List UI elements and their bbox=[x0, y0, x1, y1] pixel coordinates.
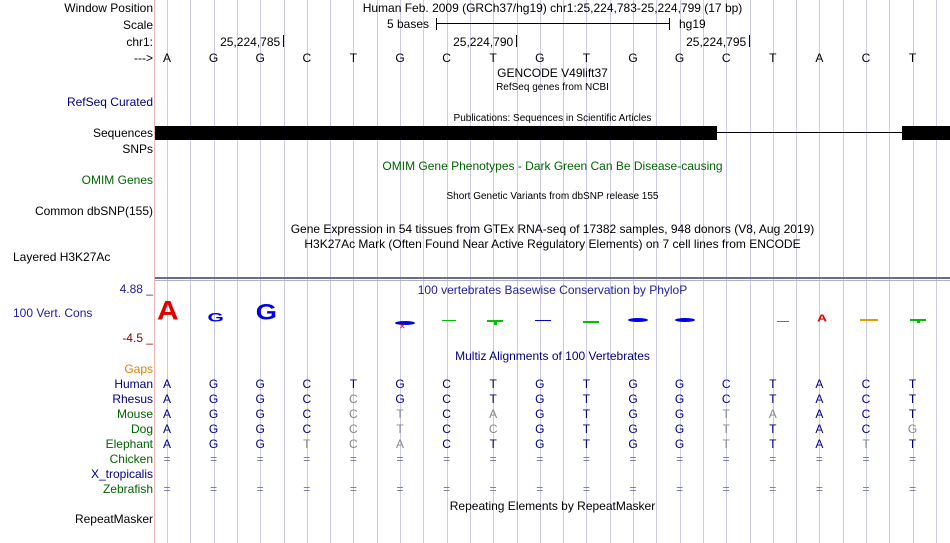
aligned-base: G bbox=[208, 392, 219, 406]
refseq-title[interactable]: RefSeq genes from NCBI bbox=[496, 82, 609, 93]
aligned-base: A bbox=[162, 437, 171, 451]
base-3: G bbox=[255, 51, 265, 65]
coordinate-tick bbox=[749, 35, 750, 47]
aligned-base: = bbox=[582, 452, 590, 466]
aligned-base: C bbox=[861, 377, 871, 391]
gtex-title[interactable]: Gene Expression in 54 tissues from GTEx RNA-seq of 17382 samples, 948 donors (V8, Aug 2019) bbox=[290, 222, 815, 236]
cons-scale-min: -4.5 _ bbox=[122, 331, 153, 345]
base-14: T bbox=[769, 51, 777, 65]
aligned-base: = bbox=[769, 482, 777, 496]
aligned-base: = bbox=[862, 452, 870, 466]
aligned-base: T bbox=[769, 392, 777, 406]
logo-G-2: G bbox=[207, 310, 224, 325]
aligned-base: A bbox=[815, 377, 824, 391]
base-16: C bbox=[861, 51, 871, 65]
aligned-base: G bbox=[395, 392, 405, 406]
track-group-divider-shadow bbox=[155, 280, 950, 281]
h3k27ac-title[interactable]: H3K27Ac Mark (Often Found Near Active Regulatory Elements) on 7 cell lines from ENCODE bbox=[304, 237, 801, 251]
tracks-area[interactable] bbox=[155, 0, 950, 543]
aligned-base: T bbox=[489, 392, 497, 406]
base-1: A bbox=[162, 51, 171, 65]
logo-T-6: ✕ bbox=[399, 322, 406, 331]
aligned-base: = bbox=[210, 482, 218, 496]
aligned-base: = bbox=[676, 452, 684, 466]
aligned-base: G bbox=[208, 437, 219, 451]
aligned-base: G bbox=[674, 422, 685, 436]
logo-bar-7 bbox=[442, 320, 456, 321]
aligned-base: G bbox=[535, 437, 545, 451]
aligned-base: T bbox=[862, 437, 870, 451]
aligned-base: = bbox=[582, 482, 590, 496]
aligned-base: G bbox=[535, 377, 545, 391]
publications-block-left[interactable] bbox=[155, 126, 717, 140]
aligned-base: T bbox=[489, 437, 497, 451]
aligned-base: T bbox=[396, 407, 404, 421]
aligned-base: T bbox=[303, 437, 311, 451]
scale-right-tick bbox=[669, 18, 670, 30]
aligned-base: C bbox=[442, 407, 451, 421]
track-label-cons[interactable]: 100 Vert. Cons bbox=[13, 306, 93, 320]
aligned-base: = bbox=[676, 482, 684, 496]
scale-left-tick bbox=[436, 18, 437, 30]
aligned-base: = bbox=[769, 452, 777, 466]
scale-label: Scale bbox=[122, 18, 153, 32]
aligned-base: C bbox=[349, 422, 358, 436]
logo-G-16 bbox=[860, 319, 878, 321]
aligned-base: C bbox=[349, 437, 358, 451]
logo-T-14 bbox=[777, 321, 789, 322]
publications-intron-line bbox=[717, 132, 902, 133]
aligned-base: T bbox=[908, 407, 917, 421]
logo-T-17-stem bbox=[917, 320, 920, 323]
aligned-base: G bbox=[674, 377, 685, 391]
aligned-base: G bbox=[674, 392, 685, 406]
window-position-value: Human Feb. 2009 (GRCh37/hg19) chr1:25,224,783-25,224,799 (17 bp) bbox=[362, 1, 743, 15]
species-label-x_tropicalis[interactable]: X_tropicalis bbox=[90, 467, 153, 481]
species-label-elephant[interactable]: Elephant bbox=[105, 437, 153, 451]
aligned-base: T bbox=[769, 437, 777, 451]
aligned-base: G bbox=[395, 377, 405, 391]
aligned-base: G bbox=[208, 407, 219, 421]
track-group-divider bbox=[155, 277, 950, 279]
aligned-base: = bbox=[396, 482, 404, 496]
gencode-title[interactable]: GENCODE V49lift37 bbox=[497, 66, 608, 80]
coordinate-label: 25,224,785 bbox=[220, 35, 281, 49]
phylop-title[interactable]: 100 vertebrates Basewise Conservation by PhyloP bbox=[417, 283, 688, 297]
aligned-base: G bbox=[628, 392, 638, 406]
aligned-base: G bbox=[907, 422, 918, 436]
species-label-zebrafish[interactable]: Zebrafish bbox=[102, 482, 153, 496]
coordinate-label: 25,224,795 bbox=[686, 35, 747, 49]
aligned-base: A bbox=[162, 392, 171, 406]
aligned-base: G bbox=[255, 422, 265, 436]
base-17: T bbox=[908, 51, 917, 65]
track-label-dbsnp[interactable]: Common dbSNP(155) bbox=[34, 204, 153, 218]
logo-G-12 bbox=[675, 318, 695, 322]
aligned-base: G bbox=[628, 437, 638, 451]
aligned-base: = bbox=[489, 482, 497, 496]
aligned-base: = bbox=[303, 452, 311, 466]
aligned-base: = bbox=[909, 452, 917, 466]
aligned-base: = bbox=[163, 482, 171, 496]
aligned-base: = bbox=[256, 482, 264, 496]
species-label-dog[interactable]: Dog bbox=[130, 422, 153, 436]
aligned-base: T bbox=[396, 422, 404, 436]
aligned-base: C bbox=[442, 377, 451, 391]
aligned-base: C bbox=[349, 392, 358, 406]
aligned-base: T bbox=[349, 377, 358, 391]
aligned-base: = bbox=[489, 452, 497, 466]
aligned-base: = bbox=[536, 452, 544, 466]
aligned-base: G bbox=[628, 407, 638, 421]
aligned-base: G bbox=[255, 377, 265, 391]
publications-title[interactable]: Publications: Sequences in Scientific Articles bbox=[453, 113, 652, 124]
publications-block-right[interactable] bbox=[902, 126, 950, 140]
track-label-h3k27ac[interactable]: Layered H3K27Ac bbox=[13, 250, 111, 264]
aligned-base: = bbox=[163, 452, 171, 466]
aligned-base: T bbox=[908, 392, 917, 406]
aligned-base: A bbox=[395, 437, 404, 451]
aligned-base: C bbox=[442, 392, 451, 406]
base-7: C bbox=[442, 51, 451, 65]
aligned-base: C bbox=[488, 422, 498, 436]
logo-A-15: A bbox=[817, 312, 828, 325]
aligned-base: = bbox=[443, 452, 451, 466]
snp-title[interactable]: Short Genetic Variants from dbSNP release 155 bbox=[446, 191, 659, 202]
aligned-base: T bbox=[582, 392, 591, 406]
track-label-repeatmasker[interactable]: RepeatMasker bbox=[74, 512, 153, 526]
base-12: G bbox=[674, 51, 685, 65]
aligned-base: G bbox=[674, 437, 685, 451]
aligned-base: A bbox=[162, 422, 171, 436]
aligned-base: A bbox=[815, 407, 824, 421]
logo-bar-9 bbox=[535, 320, 551, 321]
aligned-base: = bbox=[349, 452, 357, 466]
aligned-base: T bbox=[582, 377, 591, 391]
aligned-base: T bbox=[582, 437, 591, 451]
aligned-base: T bbox=[582, 407, 591, 421]
aligned-base: C bbox=[302, 392, 312, 406]
aligned-base: C bbox=[721, 392, 731, 406]
species-label-rhesus[interactable]: Rhesus bbox=[112, 392, 153, 406]
logo-A-1: A bbox=[157, 295, 179, 326]
aligned-base: = bbox=[536, 482, 544, 496]
track-label-snps[interactable]: SNPs bbox=[122, 142, 153, 156]
aligned-base: G bbox=[535, 392, 545, 406]
aligned-base: C bbox=[721, 377, 731, 391]
aligned-base: T bbox=[908, 437, 917, 451]
chrom-label: chr1: bbox=[126, 35, 153, 49]
aligned-base: T bbox=[582, 422, 591, 436]
conservation-logo bbox=[155, 295, 950, 335]
repeatmasker-title[interactable]: Repeating Elements by RepeatMasker bbox=[449, 499, 656, 513]
aligned-base: = bbox=[815, 482, 823, 496]
coordinate-tick bbox=[516, 35, 517, 47]
base-15: A bbox=[815, 51, 824, 65]
aligned-base: C bbox=[861, 422, 871, 436]
cons-scale-max: 4.88 _ bbox=[119, 282, 153, 296]
window-position-label: Window Position bbox=[64, 1, 153, 15]
coordinate-tick bbox=[283, 35, 284, 47]
logo-T-8-stem bbox=[494, 321, 497, 325]
aligned-base: C bbox=[302, 377, 312, 391]
aligned-base: = bbox=[256, 452, 264, 466]
aligned-base: A bbox=[815, 422, 824, 436]
aligned-base: = bbox=[862, 482, 870, 496]
aligned-base: = bbox=[303, 482, 311, 496]
aligned-base: G bbox=[535, 407, 545, 421]
aligned-base: G bbox=[674, 407, 685, 421]
aligned-base: G bbox=[208, 377, 219, 391]
aligned-base: A bbox=[162, 407, 171, 421]
logo-T-10 bbox=[583, 321, 599, 323]
aligned-base: = bbox=[815, 452, 823, 466]
aligned-base: C bbox=[442, 437, 451, 451]
aligned-base: C bbox=[349, 407, 358, 421]
aligned-base: G bbox=[535, 422, 545, 436]
scale-line bbox=[436, 23, 669, 24]
aligned-base: C bbox=[861, 392, 871, 406]
aligned-base: G bbox=[208, 422, 219, 436]
aligned-base: A bbox=[815, 392, 824, 406]
aligned-base: T bbox=[769, 422, 777, 436]
species-label-mouse[interactable]: Mouse bbox=[116, 407, 153, 421]
aligned-base: G bbox=[255, 392, 265, 406]
base-2: G bbox=[208, 51, 219, 65]
base-10: T bbox=[582, 51, 591, 65]
scale-bar bbox=[387, 17, 706, 31]
aligned-base: A bbox=[815, 437, 824, 451]
aligned-base: T bbox=[769, 377, 777, 391]
base-11: G bbox=[628, 51, 638, 65]
aligned-base: T bbox=[722, 407, 730, 421]
scale-text: 5 bases bbox=[387, 17, 430, 31]
aligned-base: G bbox=[628, 422, 638, 436]
base-8: T bbox=[489, 51, 497, 65]
aligned-base: G bbox=[628, 377, 638, 391]
base-6: G bbox=[395, 51, 405, 65]
base-13: C bbox=[721, 51, 731, 65]
aligned-base: A bbox=[768, 407, 777, 421]
gaps-label: Gaps bbox=[124, 362, 153, 376]
track-label-sequences[interactable]: Sequences bbox=[92, 126, 153, 140]
aligned-base: = bbox=[210, 452, 218, 466]
aligned-base: = bbox=[722, 452, 730, 466]
aligned-base: = bbox=[629, 482, 637, 496]
logo-G-11 bbox=[628, 318, 648, 322]
base-4: C bbox=[302, 51, 312, 65]
aligned-base: = bbox=[909, 482, 917, 496]
aligned-base: C bbox=[861, 407, 871, 421]
aligned-base: C bbox=[302, 422, 312, 436]
aligned-base: C bbox=[302, 407, 312, 421]
track-label-omim[interactable]: OMIM Genes bbox=[81, 173, 153, 187]
aligned-base: = bbox=[396, 452, 404, 466]
aligned-base: G bbox=[255, 407, 265, 421]
coordinate-label: 25,224,790 bbox=[453, 35, 514, 49]
aligned-base: = bbox=[443, 482, 451, 496]
aligned-base: G bbox=[255, 437, 265, 451]
strand-label: ---> bbox=[134, 51, 153, 65]
species-label-human[interactable]: Human bbox=[114, 377, 153, 391]
track-label-column bbox=[0, 0, 155, 543]
species-label-chicken[interactable]: Chicken bbox=[109, 452, 153, 466]
aligned-base: = bbox=[629, 452, 637, 466]
aligned-base: T bbox=[722, 437, 730, 451]
aligned-base: A bbox=[162, 377, 171, 391]
aligned-base: = bbox=[349, 482, 357, 496]
base-5: T bbox=[349, 51, 358, 65]
aligned-base: T bbox=[908, 377, 917, 391]
base-9: G bbox=[535, 51, 545, 65]
aligned-base: = bbox=[722, 482, 730, 496]
multiz-title[interactable]: Multiz Alignments of 100 Vertebrates bbox=[455, 349, 650, 363]
omim-title[interactable]: OMIM Gene Phenotypes - Dark Green Can Be Disease-causing bbox=[382, 159, 723, 173]
track-label-refseq[interactable]: RefSeq Curated bbox=[66, 95, 153, 109]
logo-G-3: G bbox=[255, 300, 278, 325]
aligned-base: C bbox=[442, 422, 451, 436]
aligned-base: A bbox=[489, 407, 498, 421]
aligned-base: T bbox=[722, 422, 730, 436]
aligned-base: T bbox=[489, 377, 497, 391]
scale-assembly: hg19 bbox=[679, 17, 706, 31]
